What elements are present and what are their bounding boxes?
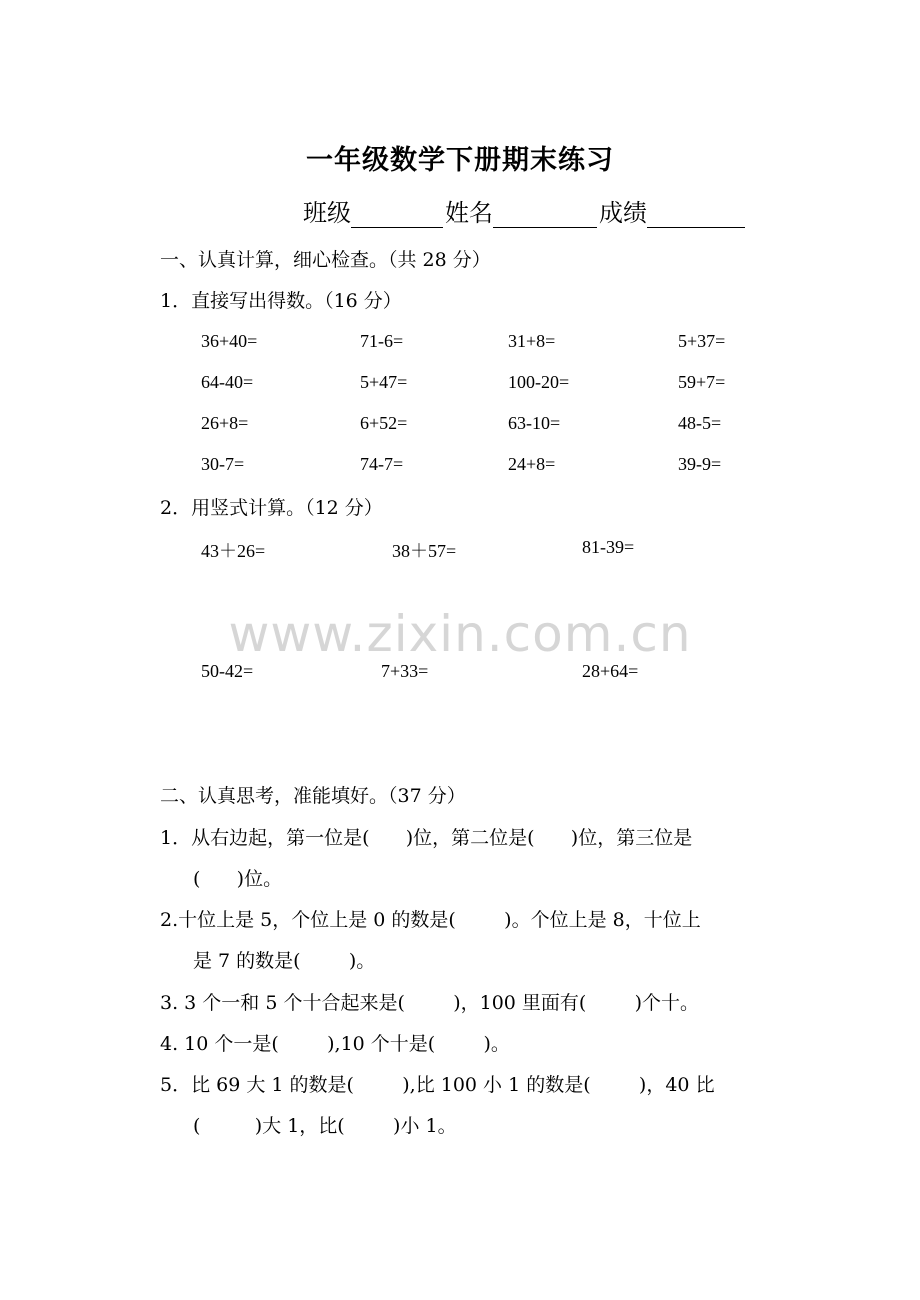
fill-line: 2.十位上是 5，个位上是 0 的数是( )。个位上是 8，十位上 [160, 909, 701, 931]
q2-item: 43＋26= [201, 541, 266, 561]
q1-item: 26+8= [201, 413, 249, 433]
page-title: 一年级数学下册期末练习 [306, 145, 614, 176]
student-info [303, 193, 747, 228]
fill-line: 4. 10 个一是( ),10 个十是( )。 [160, 1033, 510, 1055]
q2-heading: 2．用竖式计算。（12 分） [160, 497, 383, 519]
section1-heading: 一、认真计算，细心检查。（共 28 分） [160, 249, 491, 271]
q1-heading: 1．直接写出得数。（16 分） [160, 290, 402, 312]
q1-item: 59+7= [678, 372, 726, 392]
fill-line: 5．比 69 大 1 的数是( ),比 100 小 1 的数是( )，40 比 [160, 1074, 715, 1096]
q1-item: 30-7= [201, 454, 245, 474]
q1-item: 5+47= [360, 372, 408, 392]
fill-line: 1．从右边起，第一位是( )位，第二位是( )位，第三位是 [160, 827, 693, 849]
q1-item: 100-20= [508, 372, 570, 392]
q1-item: 74-7= [360, 454, 404, 474]
q1-item: 5+37= [678, 331, 726, 351]
fill-line: ( )大 1，比( )小 1。 [193, 1115, 457, 1137]
q2-item: 38＋57= [392, 541, 457, 561]
q1-item: 31+8= [508, 331, 556, 351]
q2-item: 81-39= [582, 537, 635, 557]
q2-item: 28+64= [582, 661, 639, 681]
q1-item: 24+8= [508, 454, 556, 474]
q1-item: 36+40= [201, 331, 258, 351]
score-label: 成绩 [599, 199, 647, 227]
q1-item: 63-10= [508, 413, 561, 433]
name-label: 姓名 [445, 199, 493, 227]
q1-item: 6+52= [360, 413, 408, 433]
fill-line: 3. 3 个一和 5 个十合起来是( )，100 里面有( )个十。 [160, 992, 700, 1014]
q1-item: 48-5= [678, 413, 722, 433]
q2-item: 7+33= [381, 661, 429, 681]
q1-item: 71-6= [360, 331, 404, 351]
class-label: 班级 [303, 199, 351, 227]
score-blank[interactable] [647, 201, 745, 228]
name-blank[interactable] [493, 201, 597, 228]
section2-heading: 二、认真思考，准能填好。（37 分） [160, 785, 466, 807]
fill-line: 是 7 的数是( )。 [193, 950, 376, 972]
watermark: www.zixin.com.cn [228, 605, 692, 663]
class-blank[interactable] [351, 201, 443, 228]
q1-item: 64-40= [201, 372, 254, 392]
q2-item: 50-42= [201, 661, 254, 681]
q1-item: 39-9= [678, 454, 722, 474]
fill-line: ( )位。 [193, 868, 283, 890]
